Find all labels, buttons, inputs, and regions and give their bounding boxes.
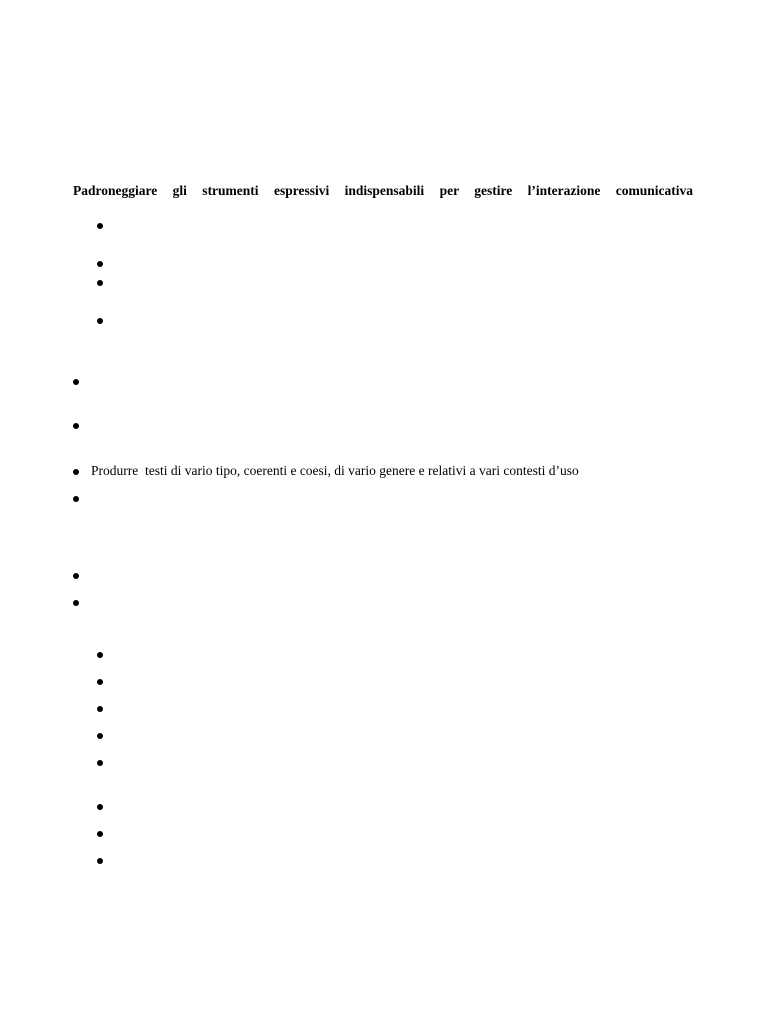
list-bullet xyxy=(97,652,105,660)
section-heading: Padroneggiare gli strumenti espressivi indispensabili per gestire l’interazione comunicativa xyxy=(73,183,693,198)
list-bullet xyxy=(73,573,81,581)
list-bullet xyxy=(97,280,105,288)
list-bullet xyxy=(97,831,105,839)
list-bullet xyxy=(97,261,105,269)
list-bullet xyxy=(97,760,105,768)
list-bullet xyxy=(73,379,81,387)
list-bullet xyxy=(97,223,105,231)
list-bullet xyxy=(97,858,105,866)
list-bullet xyxy=(97,804,105,812)
list-bullet xyxy=(73,496,81,504)
list-bullet xyxy=(97,706,105,714)
list-bullet xyxy=(73,600,81,608)
list-bullet xyxy=(73,423,81,431)
list-bullet xyxy=(97,679,105,687)
list-bullet xyxy=(97,733,105,741)
list-bullet xyxy=(73,469,81,477)
list-bullet xyxy=(97,318,105,326)
list-item-text: Produrre testi di vario tipo, coerenti e coesi, di vario genere e relativi a vari contesti d’uso xyxy=(91,463,579,478)
